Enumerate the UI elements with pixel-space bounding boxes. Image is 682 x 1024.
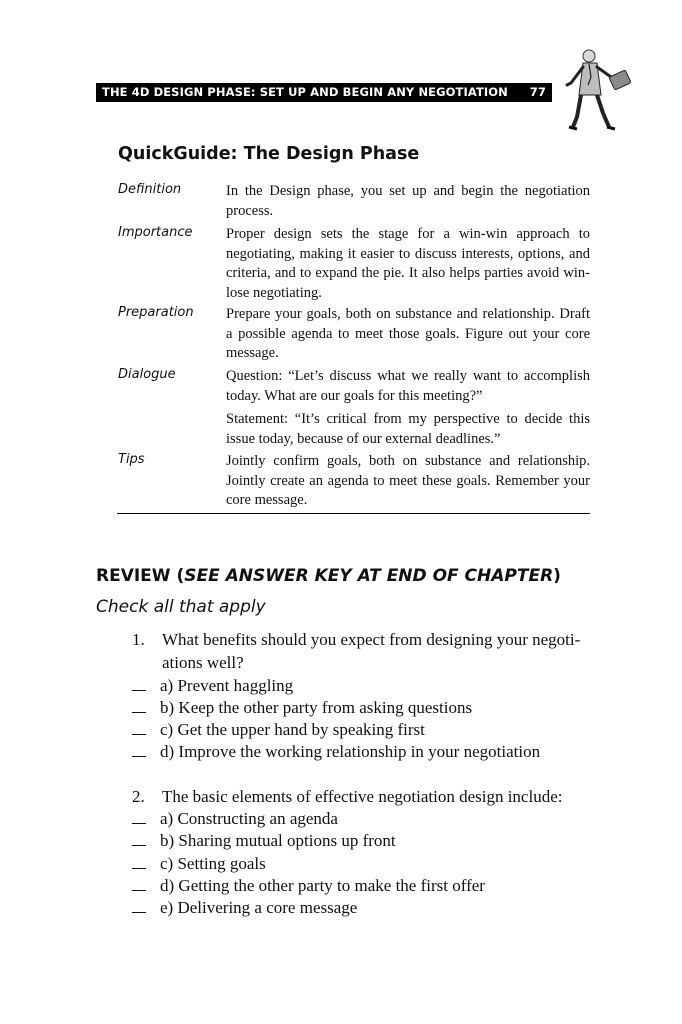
header-title: THE 4D DESIGN PHASE: SET UP AND BEGIN ANY NEGOTIATION bbox=[102, 85, 508, 99]
review-instructions: Check all that apply bbox=[96, 597, 266, 617]
option-text: Delivering a core message bbox=[177, 898, 358, 917]
answer-option[interactable] bbox=[132, 808, 338, 831]
answer-blank[interactable] bbox=[132, 853, 146, 869]
answer-blank[interactable] bbox=[132, 697, 146, 713]
answer-blank[interactable] bbox=[132, 808, 146, 824]
term-definition bbox=[226, 225, 590, 303]
term-definition bbox=[226, 452, 590, 511]
answer-blank[interactable] bbox=[132, 675, 146, 691]
running-header bbox=[96, 83, 552, 102]
definition-text: Jointly confirm goals, both on substance and relationship. Jointly create an agenda to meet these goals. Remember your core message. bbox=[226, 453, 590, 508]
option-letter: b) bbox=[160, 698, 175, 717]
review-heading-prefix: REVIEW ( bbox=[96, 566, 185, 586]
page-number: 77 bbox=[529, 85, 546, 99]
option-letter: d) bbox=[160, 742, 175, 761]
term-definition bbox=[226, 305, 590, 364]
option-text: Prevent haggling bbox=[177, 676, 294, 695]
answer-blank[interactable] bbox=[132, 741, 146, 757]
quickguide-title: QuickGuide: The Design Phase bbox=[118, 144, 420, 164]
term-label: Importance bbox=[118, 225, 193, 240]
option-letter: a) bbox=[160, 809, 174, 828]
answer-option[interactable] bbox=[132, 853, 266, 876]
question-text: What benefits should you expect from designing your negoti- ations well? bbox=[162, 630, 581, 672]
option-text: Get the upper hand by speaking first bbox=[177, 720, 425, 739]
term-definition bbox=[226, 367, 590, 449]
answer-option[interactable] bbox=[132, 719, 425, 742]
definition-text: Prepare your goals, both on substance and relationship. Draft a possible agenda to meet those goals. Figure out your core message. bbox=[226, 306, 590, 361]
answer-option[interactable] bbox=[132, 675, 293, 698]
term-label: Definition bbox=[118, 182, 182, 197]
businessman-illustration bbox=[563, 47, 643, 135]
answer-option[interactable] bbox=[132, 741, 540, 764]
answer-option[interactable] bbox=[132, 875, 485, 898]
option-letter: a) bbox=[160, 676, 174, 695]
option-letter: c) bbox=[160, 720, 174, 739]
review-heading-italic: SEE ANSWER KEY AT END OF CHAPTER bbox=[184, 566, 554, 586]
review-heading bbox=[96, 566, 561, 586]
option-text: Improve the working relationship in your negotiation bbox=[178, 742, 541, 761]
term-label: Dialogue bbox=[118, 367, 176, 382]
definition-text: Proper design sets the stage for a win-win approach to negotiating, making it easier to discuss interests, options, and criteria, and to expand the pie. It also helps parties avoid win-lose negotiating. bbox=[226, 226, 590, 301]
term-label: Preparation bbox=[118, 305, 194, 320]
option-text: Sharing mutual options up front bbox=[178, 831, 396, 850]
answer-option[interactable] bbox=[132, 830, 396, 853]
quickguide-divider bbox=[117, 513, 590, 514]
question-number: 1. bbox=[132, 630, 145, 649]
answer-option[interactable] bbox=[132, 897, 357, 920]
option-letter: c) bbox=[160, 854, 174, 873]
definition-text: In the Design phase, you set up and begin the negotiation process. bbox=[226, 183, 590, 219]
option-text: Keep the other party from asking questions bbox=[178, 698, 473, 717]
answer-blank[interactable] bbox=[132, 830, 146, 846]
option-text: Constructing an agenda bbox=[177, 809, 338, 828]
option-letter: d) bbox=[160, 876, 175, 895]
answer-blank[interactable] bbox=[132, 719, 146, 735]
question-text: The basic elements of effective negotiation design include: bbox=[162, 787, 563, 806]
definition-text: Question: “Let’s discuss what we really want to accomplish today. What are our goals for this meeting?” bbox=[226, 368, 590, 404]
question-number: 2. bbox=[132, 787, 145, 806]
review-heading-suffix: ) bbox=[553, 566, 561, 586]
option-letter: e) bbox=[160, 898, 174, 917]
answer-blank[interactable] bbox=[132, 897, 146, 913]
option-text: Getting the other party to make the first offer bbox=[178, 876, 485, 895]
definition-text: Statement: “It’s critical from my perspective to decide this issue today, because of our external deadlines.” bbox=[226, 411, 590, 447]
answer-option[interactable] bbox=[132, 697, 472, 720]
term-definition bbox=[226, 182, 590, 221]
term-label: Tips bbox=[118, 452, 145, 467]
option-text: Setting goals bbox=[177, 854, 266, 873]
option-letter: b) bbox=[160, 831, 175, 850]
answer-blank[interactable] bbox=[132, 875, 146, 891]
